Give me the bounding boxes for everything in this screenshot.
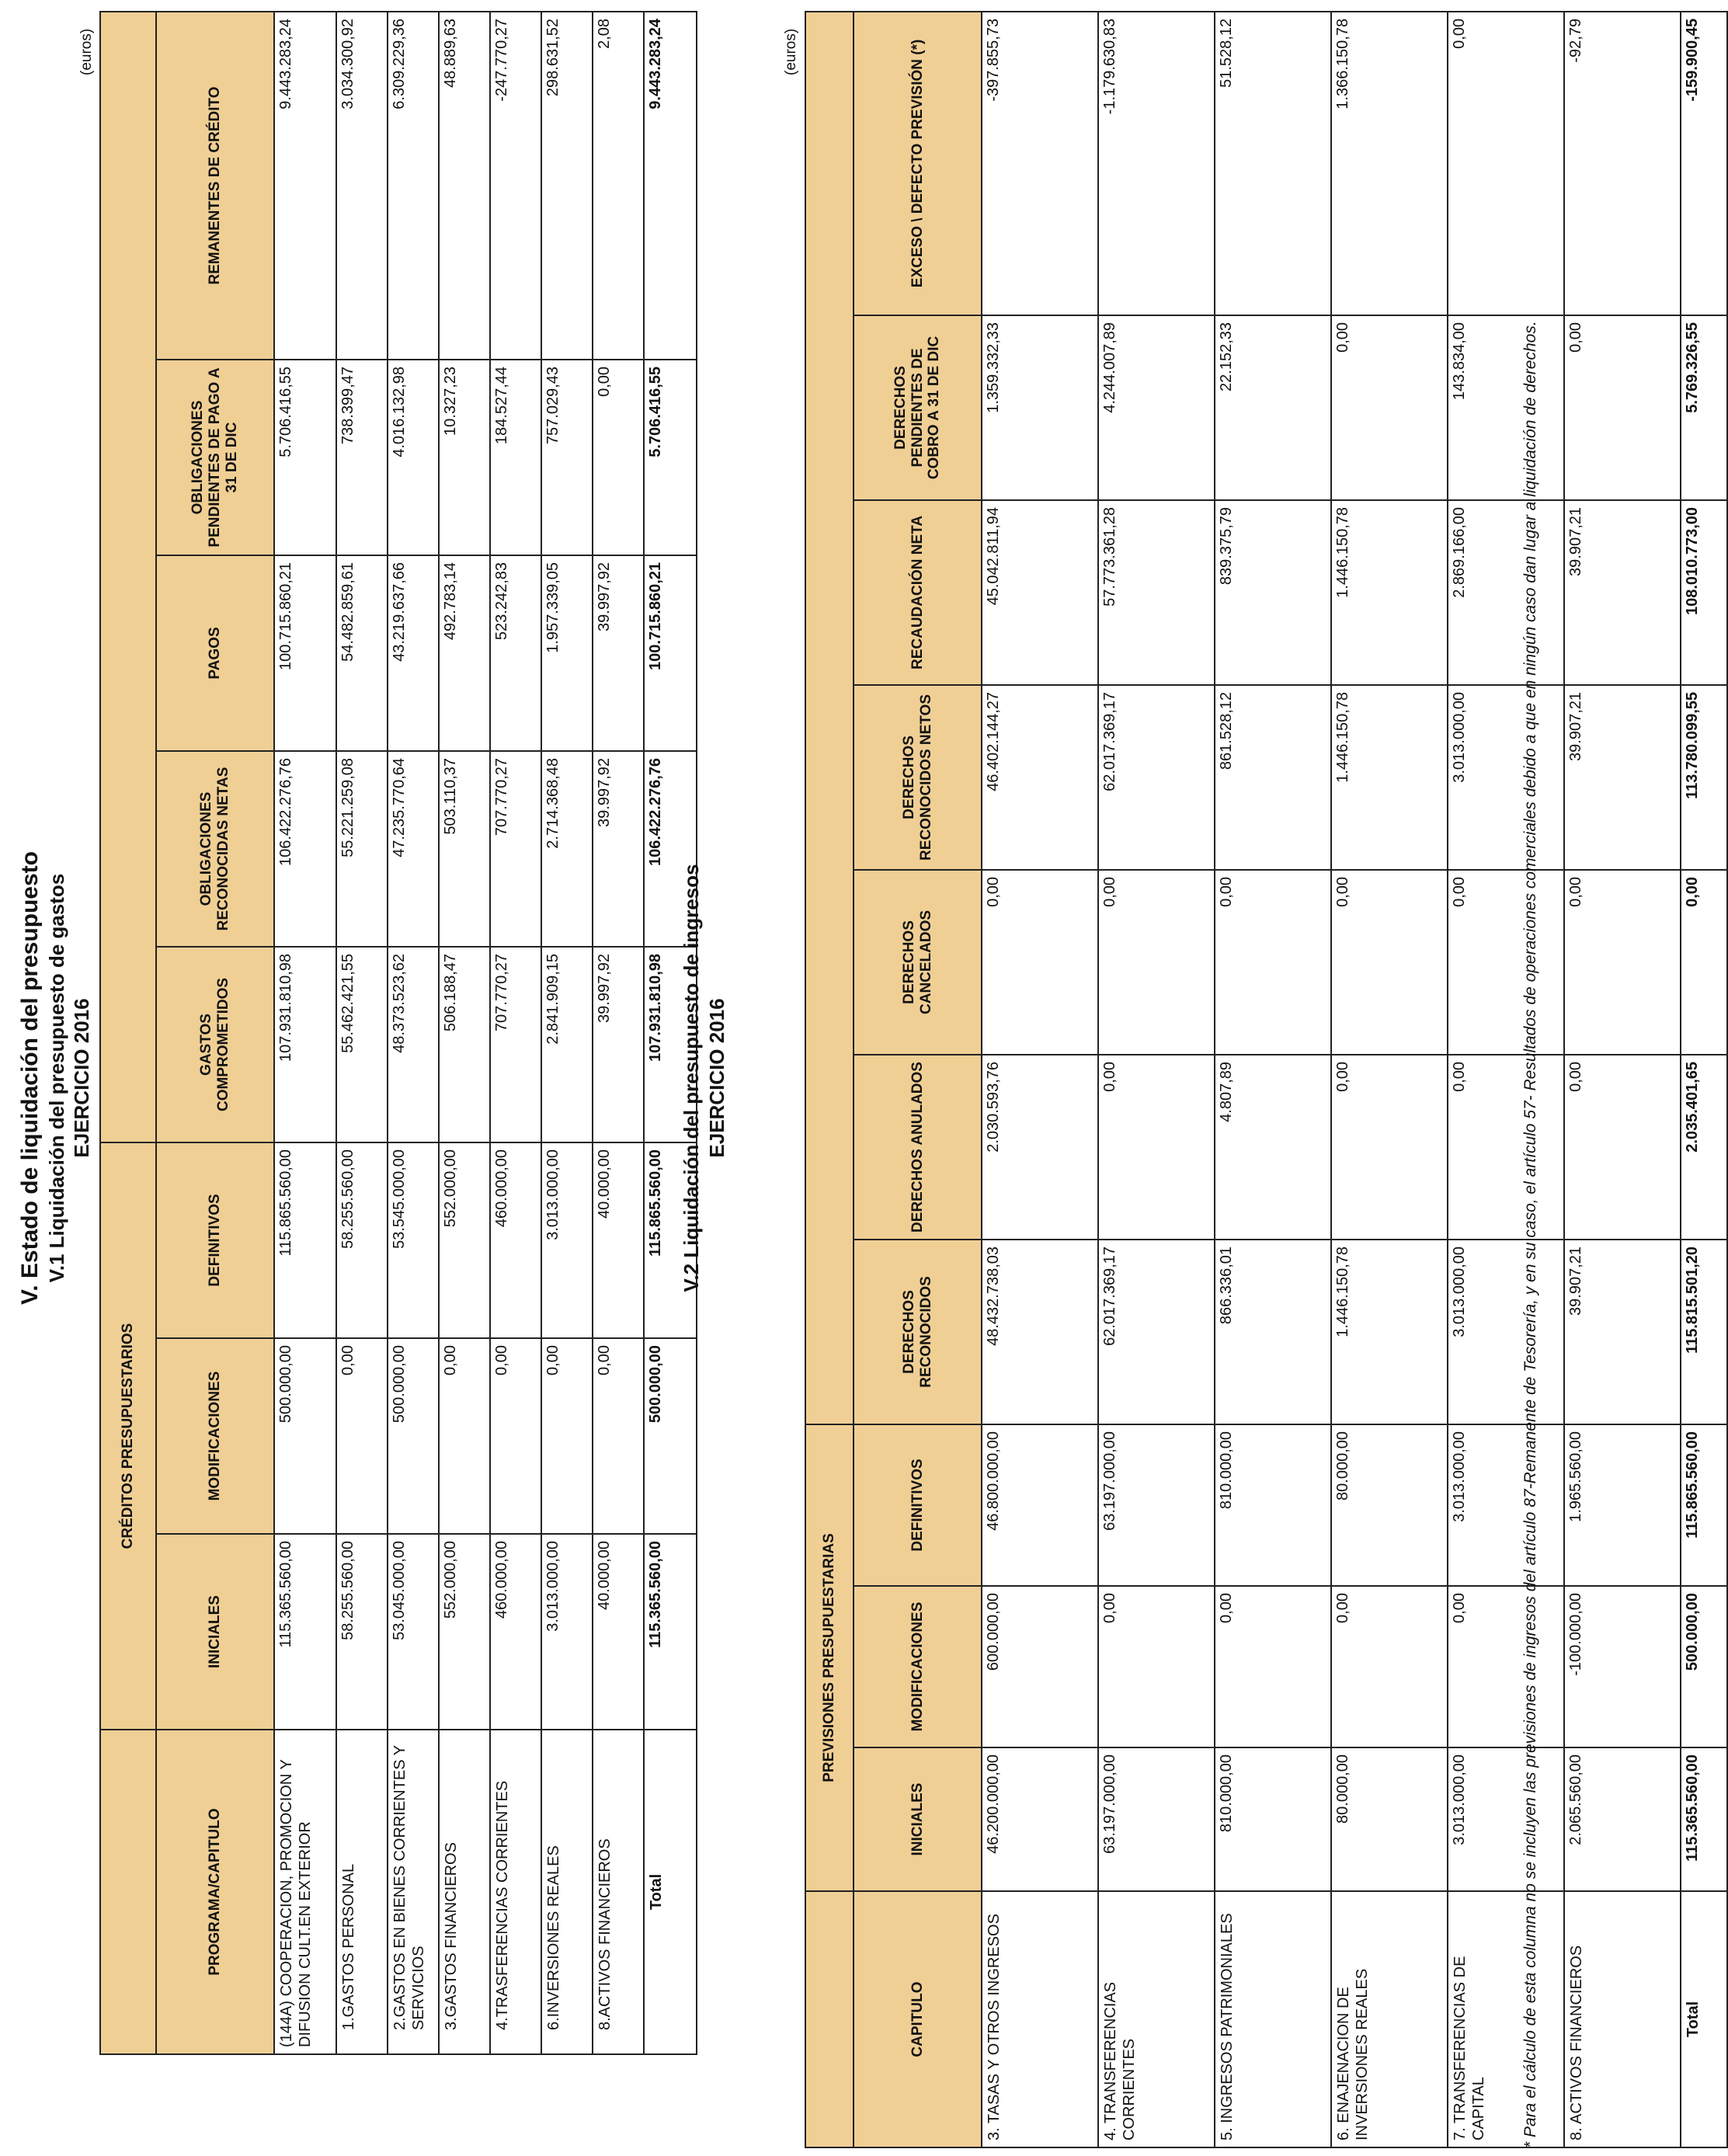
gastos-cell-value: 707.770,27 bbox=[490, 751, 541, 947]
gastos-cell-value: 0,00 bbox=[439, 1338, 490, 1534]
ingresos-row-label: 5. INGRESOS PATRIMONIALES bbox=[1215, 1891, 1331, 2147]
gastos-cell-value: 500.000,00 bbox=[388, 1338, 439, 1534]
ingresos-cell-value: 3.013.000,00 bbox=[1448, 1747, 1564, 1891]
col-iniciales: INICIALES bbox=[156, 1534, 274, 1730]
ingresos-cell-value: 62.017.369,17 bbox=[1098, 1240, 1215, 1424]
ingresos-cell-value: 80.000,00 bbox=[1331, 1747, 1448, 1891]
ingresos-table bbox=[805, 11, 1728, 2148]
gastos-cell-value: 43.219.637,66 bbox=[388, 555, 439, 751]
gastos-row bbox=[274, 12, 336, 2054]
gastos-cell-value: 552.000,00 bbox=[439, 1534, 490, 1730]
ingresos-cell-value: 0,00 bbox=[982, 870, 1098, 1055]
col-programa: PROGRAMA/CAPITULO bbox=[156, 1730, 274, 2054]
gastos-cell-value: 0,00 bbox=[336, 1338, 388, 1534]
gastos-cell-value: 47.235.770,64 bbox=[388, 751, 439, 947]
ingresos-cell-value: 810.000,00 bbox=[1215, 1747, 1331, 1891]
gastos-cell-value: 492.783,14 bbox=[439, 555, 490, 751]
gastos-cell-value: 3.013.000,00 bbox=[541, 1142, 593, 1338]
ingresos-cell-value: 839.375,79 bbox=[1215, 500, 1331, 685]
gastos-cell-value: 506.188,47 bbox=[439, 947, 490, 1142]
ingresos-cell-value: 4.807,89 bbox=[1215, 1055, 1331, 1240]
gastos-cell-value: 106.422.276,76 bbox=[274, 751, 336, 947]
ingresos-cell-value: 39.907,21 bbox=[1564, 1240, 1681, 1424]
ingresos-cell-value: 39.907,21 bbox=[1564, 500, 1681, 685]
gastos-total-label: Total bbox=[644, 1730, 697, 2054]
ingresos-row bbox=[1215, 12, 1331, 2147]
gastos-cell-value: 53.045.000,00 bbox=[388, 1534, 439, 1730]
ingresos-cell-value: -100.000,00 bbox=[1564, 1586, 1681, 1747]
ingresos-header-blank bbox=[805, 1891, 854, 2147]
ingresos-cell-value: 0,00 bbox=[1448, 870, 1564, 1055]
gastos-units: (euros) bbox=[78, 28, 95, 75]
gastos-cell-value: 0,00 bbox=[593, 360, 644, 555]
ingresos-total-value: 0,00 bbox=[1681, 870, 1727, 1055]
ingresos-cell-value: 80.000,00 bbox=[1331, 1424, 1448, 1586]
gastos-cell-value: 9.443.283,24 bbox=[274, 12, 336, 360]
gastos-cell-value: 55.462.421,55 bbox=[336, 947, 388, 1142]
ingresos-cell-value: -1.179.630,83 bbox=[1098, 12, 1215, 315]
ingresos-row-label: 7. TRANSFERENCIAS DE CAPITAL bbox=[1448, 1891, 1564, 2147]
gastos-cell-value: 298.631,52 bbox=[541, 12, 593, 360]
ingresos-cell-value: 3.013.000,00 bbox=[1448, 1424, 1564, 1586]
ingresos-cell-value: 3.013.000,00 bbox=[1448, 685, 1564, 870]
ingresos-row-label: 8. ACTIVOS FINANCIEROS bbox=[1564, 1891, 1681, 2147]
ingresos-total-label: Total bbox=[1681, 1891, 1727, 2147]
ingresos-cell-value: 1.446.150,78 bbox=[1331, 685, 1448, 870]
gastos-total-value: 106.422.276,76 bbox=[644, 751, 697, 947]
ingresos-cell-value: 0,00 bbox=[1331, 870, 1448, 1055]
ingresos-row-label: 4. TRANSFERENCIAS CORRIENTES bbox=[1098, 1891, 1215, 2147]
gastos-cell-value: 2.714.368,48 bbox=[541, 751, 593, 947]
gastos-cell-value: 460.000,00 bbox=[490, 1534, 541, 1730]
gastos-cell-value: 0,00 bbox=[541, 1338, 593, 1534]
ingresos-year: EJERCICIO 2016 bbox=[705, 998, 728, 1158]
gastos-total-value: 107.931.810,98 bbox=[644, 947, 697, 1142]
ingresos-cell-value: 46.200.000,00 bbox=[982, 1747, 1098, 1891]
gastos-row bbox=[439, 12, 490, 2054]
gastos-cell-value: 48.373.523,62 bbox=[388, 947, 439, 1142]
ingresos-cell-value: 0,00 bbox=[1448, 1055, 1564, 1240]
ingresos-cell-value: 0,00 bbox=[1448, 12, 1564, 315]
col-derechos-cancelados: DERECHOS CANCELADOS bbox=[854, 870, 982, 1055]
col-derechos-netos: DERECHOS RECONOCIDOS NETOS bbox=[854, 685, 982, 870]
col-definitivos: DEFINITIVOS bbox=[854, 1424, 982, 1586]
gastos-cell-value: 500.000,00 bbox=[274, 1338, 336, 1534]
ingresos-cell-value: 1.366.150,78 bbox=[1331, 12, 1448, 315]
gastos-body bbox=[274, 12, 697, 2054]
gastos-cell-value: 3.013.000,00 bbox=[541, 1534, 593, 1730]
gastos-header-blank-right bbox=[100, 12, 156, 1142]
ingresos-cell-value: 0,00 bbox=[1564, 870, 1681, 1055]
ingresos-cell-value: 22.152,33 bbox=[1215, 315, 1331, 500]
ingresos-total-value: 500.000,00 bbox=[1681, 1586, 1727, 1747]
ingresos-row bbox=[1448, 12, 1564, 2147]
ingresos-cell-value: 600.000,00 bbox=[982, 1586, 1098, 1747]
gastos-row-label: 4.TRASFERENCIAS CORRIENTES bbox=[490, 1730, 541, 2054]
ingresos-cell-value: 0,00 bbox=[1448, 1586, 1564, 1747]
ingresos-cell-value: 0,00 bbox=[1215, 1586, 1331, 1747]
ingresos-cell-value: 861.528,12 bbox=[1215, 685, 1331, 870]
gastos-cell-value: 552.000,00 bbox=[439, 1142, 490, 1338]
ingresos-cell-value: 62.017.369,17 bbox=[1098, 685, 1215, 870]
col-capitulo: CAPITULO bbox=[854, 1891, 982, 2147]
ingresos-row-label: 6. ENAJENACION DE INVERSIONES REALES bbox=[1331, 1891, 1448, 2147]
gastos-group-header: CRÉDITOS PRESUPUESTARIOS bbox=[100, 1142, 156, 1730]
col-pendientes-cobro: DERECHOS PENDIENTES DE COBRO A 31 DE DIC bbox=[854, 315, 982, 500]
ingresos-group-header: PREVISIONES PRESUPUESTARIAS bbox=[805, 1424, 854, 1891]
gastos-cell-value: 5.706.416,55 bbox=[274, 360, 336, 555]
col-derechos-reconocidos: DERECHOS RECONOCIDOS bbox=[854, 1240, 982, 1424]
gastos-total-value: 500.000,00 bbox=[644, 1338, 697, 1534]
ingresos-cell-value: 63.197.000,00 bbox=[1098, 1424, 1215, 1586]
gastos-cell-value: 0,00 bbox=[490, 1338, 541, 1534]
gastos-total-value: 115.865.560,00 bbox=[644, 1142, 697, 1338]
ingresos-cell-value: 143.834,00 bbox=[1448, 315, 1564, 500]
gastos-cell-value: 39.997,92 bbox=[593, 947, 644, 1142]
gastos-cell-value: 4.016.132,98 bbox=[388, 360, 439, 555]
gastos-cell-value: 0,00 bbox=[593, 1338, 644, 1534]
ingresos-cell-value: -92,79 bbox=[1564, 12, 1681, 315]
ingresos-cell-value: 2.869.166,00 bbox=[1448, 500, 1564, 685]
ingresos-cell-value: 0,00 bbox=[1098, 1586, 1215, 1747]
gastos-year: EJERCICIO 2016 bbox=[70, 998, 93, 1158]
gastos-row bbox=[490, 12, 541, 2054]
gastos-cell-value: 58.255.560,00 bbox=[336, 1534, 388, 1730]
col-modificaciones: MODIFICACIONES bbox=[854, 1586, 982, 1747]
col-remanentes: REMANENTES DE CRÉDITO bbox=[156, 12, 274, 360]
gastos-cell-value: 55.221.259,08 bbox=[336, 751, 388, 947]
gastos-cell-value: 2.841.909,15 bbox=[541, 947, 593, 1142]
ingresos-body bbox=[982, 12, 1727, 2147]
ingresos-cell-value: 0,00 bbox=[1331, 315, 1448, 500]
ingresos-total-value: 108.010.773,00 bbox=[1681, 500, 1727, 685]
ingresos-cell-value: 0,00 bbox=[1564, 1055, 1681, 1240]
ingresos-total-row bbox=[1681, 12, 1727, 2147]
gastos-row bbox=[336, 12, 388, 2054]
ingresos-cell-value: 39.907,21 bbox=[1564, 685, 1681, 870]
ingresos-total-value: 5.769.326,55 bbox=[1681, 315, 1727, 500]
gastos-header-blank bbox=[100, 1730, 156, 2054]
gastos-total-value: 5.706.416,55 bbox=[644, 360, 697, 555]
ingresos-row bbox=[982, 12, 1098, 2147]
gastos-total-value: 115.365.560,00 bbox=[644, 1534, 697, 1730]
ingresos-row-label: 3. TASAS Y OTROS INGRESOS bbox=[982, 1891, 1098, 2147]
gastos-cell-value: 115.365.560,00 bbox=[274, 1534, 336, 1730]
gastos-cell-value: 10.327,23 bbox=[439, 360, 490, 555]
ingresos-cell-value: 45.042.811,94 bbox=[982, 500, 1098, 685]
gastos-cell-value: 184.527,44 bbox=[490, 360, 541, 555]
col-pagos: PAGOS bbox=[156, 555, 274, 751]
ingresos-total-value: 115.365.560,00 bbox=[1681, 1747, 1727, 1891]
gastos-cell-value: 58.255.560,00 bbox=[336, 1142, 388, 1338]
ingresos-cell-value: 0,00 bbox=[1331, 1586, 1448, 1747]
ingresos-cell-value: 0,00 bbox=[1331, 1055, 1448, 1240]
ingresos-cell-value: 0,00 bbox=[1098, 870, 1215, 1055]
ingresos-cell-value: 0,00 bbox=[1215, 870, 1331, 1055]
gastos-cell-value: 40.000,00 bbox=[593, 1534, 644, 1730]
ingresos-cell-value: 2.030.593,76 bbox=[982, 1055, 1098, 1240]
gastos-cell-value: 2,08 bbox=[593, 12, 644, 360]
gastos-row bbox=[593, 12, 644, 2054]
ingresos-cell-value: 866.336,01 bbox=[1215, 1240, 1331, 1424]
gastos-cell-value: 115.865.560,00 bbox=[274, 1142, 336, 1338]
gastos-row-label: 8.ACTIVOS FINANCIEROS bbox=[593, 1730, 644, 2054]
gastos-cell-value: 460.000,00 bbox=[490, 1142, 541, 1338]
gastos-cell-value: 3.034.300,92 bbox=[336, 12, 388, 360]
col-obligaciones: OBLIGACIONES RECONOCIDAS NETAS bbox=[156, 751, 274, 947]
gastos-row-label: 2.GASTOS EN BIENES CORRIENTES Y SERVICIOS bbox=[388, 1730, 439, 2054]
gastos-cell-value: 100.715.860,21 bbox=[274, 555, 336, 751]
gastos-cell-value: 6.309.229,36 bbox=[388, 12, 439, 360]
ingresos-cell-value: 1.446.150,78 bbox=[1331, 500, 1448, 685]
ingresos-units: (euros) bbox=[783, 28, 799, 75]
col-recaudacion-neta: RECAUDACIÓN NETA bbox=[854, 500, 982, 685]
col-iniciales: INICIALES bbox=[854, 1747, 982, 1891]
gastos-cell-value: 738.399,47 bbox=[336, 360, 388, 555]
ingresos-cell-value: 57.773.361,28 bbox=[1098, 500, 1215, 685]
gastos-row bbox=[541, 12, 593, 2054]
ingresos-cell-value: 0,00 bbox=[1564, 315, 1681, 500]
page-title: V. Estado de liquidación del presupuesto bbox=[17, 851, 43, 1306]
ingresos-cell-value: 810.000,00 bbox=[1215, 1424, 1331, 1586]
ingresos-total-value: 2.035.401,65 bbox=[1681, 1055, 1727, 1240]
ingresos-cell-value: 1.359.332,33 bbox=[982, 315, 1098, 500]
ingresos-row bbox=[1098, 12, 1215, 2147]
gastos-row-label: 3.GASTOS FINANCIEROS bbox=[439, 1730, 490, 2054]
ingresos-total-value: 115.865.560,00 bbox=[1681, 1424, 1727, 1586]
ingresos-cell-value: 46.800.000,00 bbox=[982, 1424, 1098, 1586]
ingresos-title: V.2 Liquidación del presupuesto de ingresos bbox=[680, 864, 703, 1292]
gastos-cell-value: -247.770,27 bbox=[490, 12, 541, 360]
gastos-cell-value: 48.889,63 bbox=[439, 12, 490, 360]
ingresos-cell-value: 0,00 bbox=[1098, 1055, 1215, 1240]
gastos-cell-value: 757.029,43 bbox=[541, 360, 593, 555]
gastos-total-value: 100.715.860,21 bbox=[644, 555, 697, 751]
ingresos-total-value: 113.780.099,55 bbox=[1681, 685, 1727, 870]
gastos-subtitle: V.1 Liquidación del presupuesto de gastos bbox=[45, 873, 68, 1283]
col-modificaciones: MODIFICACIONES bbox=[156, 1338, 274, 1534]
gastos-row-label: (144A) COOPERACION, PROMOCION Y DIFUSION CULT.EN EXTERIOR bbox=[274, 1730, 336, 2054]
gastos-cell-value: 53.545.000,00 bbox=[388, 1142, 439, 1338]
gastos-table bbox=[99, 11, 697, 2055]
gastos-cell-value: 39.997,92 bbox=[593, 555, 644, 751]
col-exceso-defecto: EXCESO \ DEFECTO PREVISIÓN (*) bbox=[854, 12, 982, 315]
ingresos-cell-value: 46.402.144,27 bbox=[982, 685, 1098, 870]
gastos-row bbox=[388, 12, 439, 2054]
gastos-cell-value: 40.000,00 bbox=[593, 1142, 644, 1338]
ingresos-row bbox=[1564, 12, 1681, 2147]
col-comprometidos: GASTOS COMPROMETIDOS bbox=[156, 947, 274, 1142]
ingresos-row bbox=[1331, 12, 1448, 2147]
gastos-cell-value: 1.957.339,05 bbox=[541, 555, 593, 751]
gastos-row-label: 6.INVERSIONES REALES bbox=[541, 1730, 593, 2054]
col-derechos-anulados: DERECHOS ANULADOS bbox=[854, 1055, 982, 1240]
ingresos-header-blank-right bbox=[805, 12, 854, 1424]
ingresos-total-value: -159.900,45 bbox=[1681, 12, 1727, 315]
gastos-cell-value: 707.770,27 bbox=[490, 947, 541, 1142]
gastos-cell-value: 54.482.859,61 bbox=[336, 555, 388, 751]
gastos-cell-value: 503.110,37 bbox=[439, 751, 490, 947]
ingresos-cell-value: 63.197.000,00 bbox=[1098, 1747, 1215, 1891]
ingresos-cell-value: 2.065.560,00 bbox=[1564, 1747, 1681, 1891]
ingresos-cell-value: -397.855,73 bbox=[982, 12, 1098, 315]
gastos-cell-value: 523.242,83 bbox=[490, 555, 541, 751]
ingresos-cell-value: 51.528,12 bbox=[1215, 12, 1331, 315]
ingresos-cell-value: 48.432.738,03 bbox=[982, 1240, 1098, 1424]
footnote: * Para el cálculo de esta columna no se incluyen las previsiones de ingresos del artículo 87-Remanente de Tesorería, y en su caso, el artículo 57- Resultados de operaciones comerciales debido a que en ningún caso dan lugar a liquidación de derechos. bbox=[1521, 321, 1539, 2148]
ingresos-cell-value: 3.013.000,00 bbox=[1448, 1240, 1564, 1424]
gastos-cell-value: 107.931.810,98 bbox=[274, 947, 336, 1142]
col-pendientes-pago: OBLIGACIONES PENDIENTES DE PAGO A 31 DE DIC bbox=[156, 360, 274, 555]
ingresos-cell-value: 1.965.560,00 bbox=[1564, 1424, 1681, 1586]
ingresos-cell-value: 4.244.007,89 bbox=[1098, 315, 1215, 500]
col-definitivos: DEFINITIVOS bbox=[156, 1142, 274, 1338]
gastos-row-label: 1.GASTOS PERSONAL bbox=[336, 1730, 388, 2054]
gastos-cell-value: 39.997,92 bbox=[593, 751, 644, 947]
ingresos-total-value: 115.815.501,20 bbox=[1681, 1240, 1727, 1424]
gastos-total-value: 9.443.283,24 bbox=[644, 12, 697, 360]
ingresos-cell-value: 1.446.150,78 bbox=[1331, 1240, 1448, 1424]
